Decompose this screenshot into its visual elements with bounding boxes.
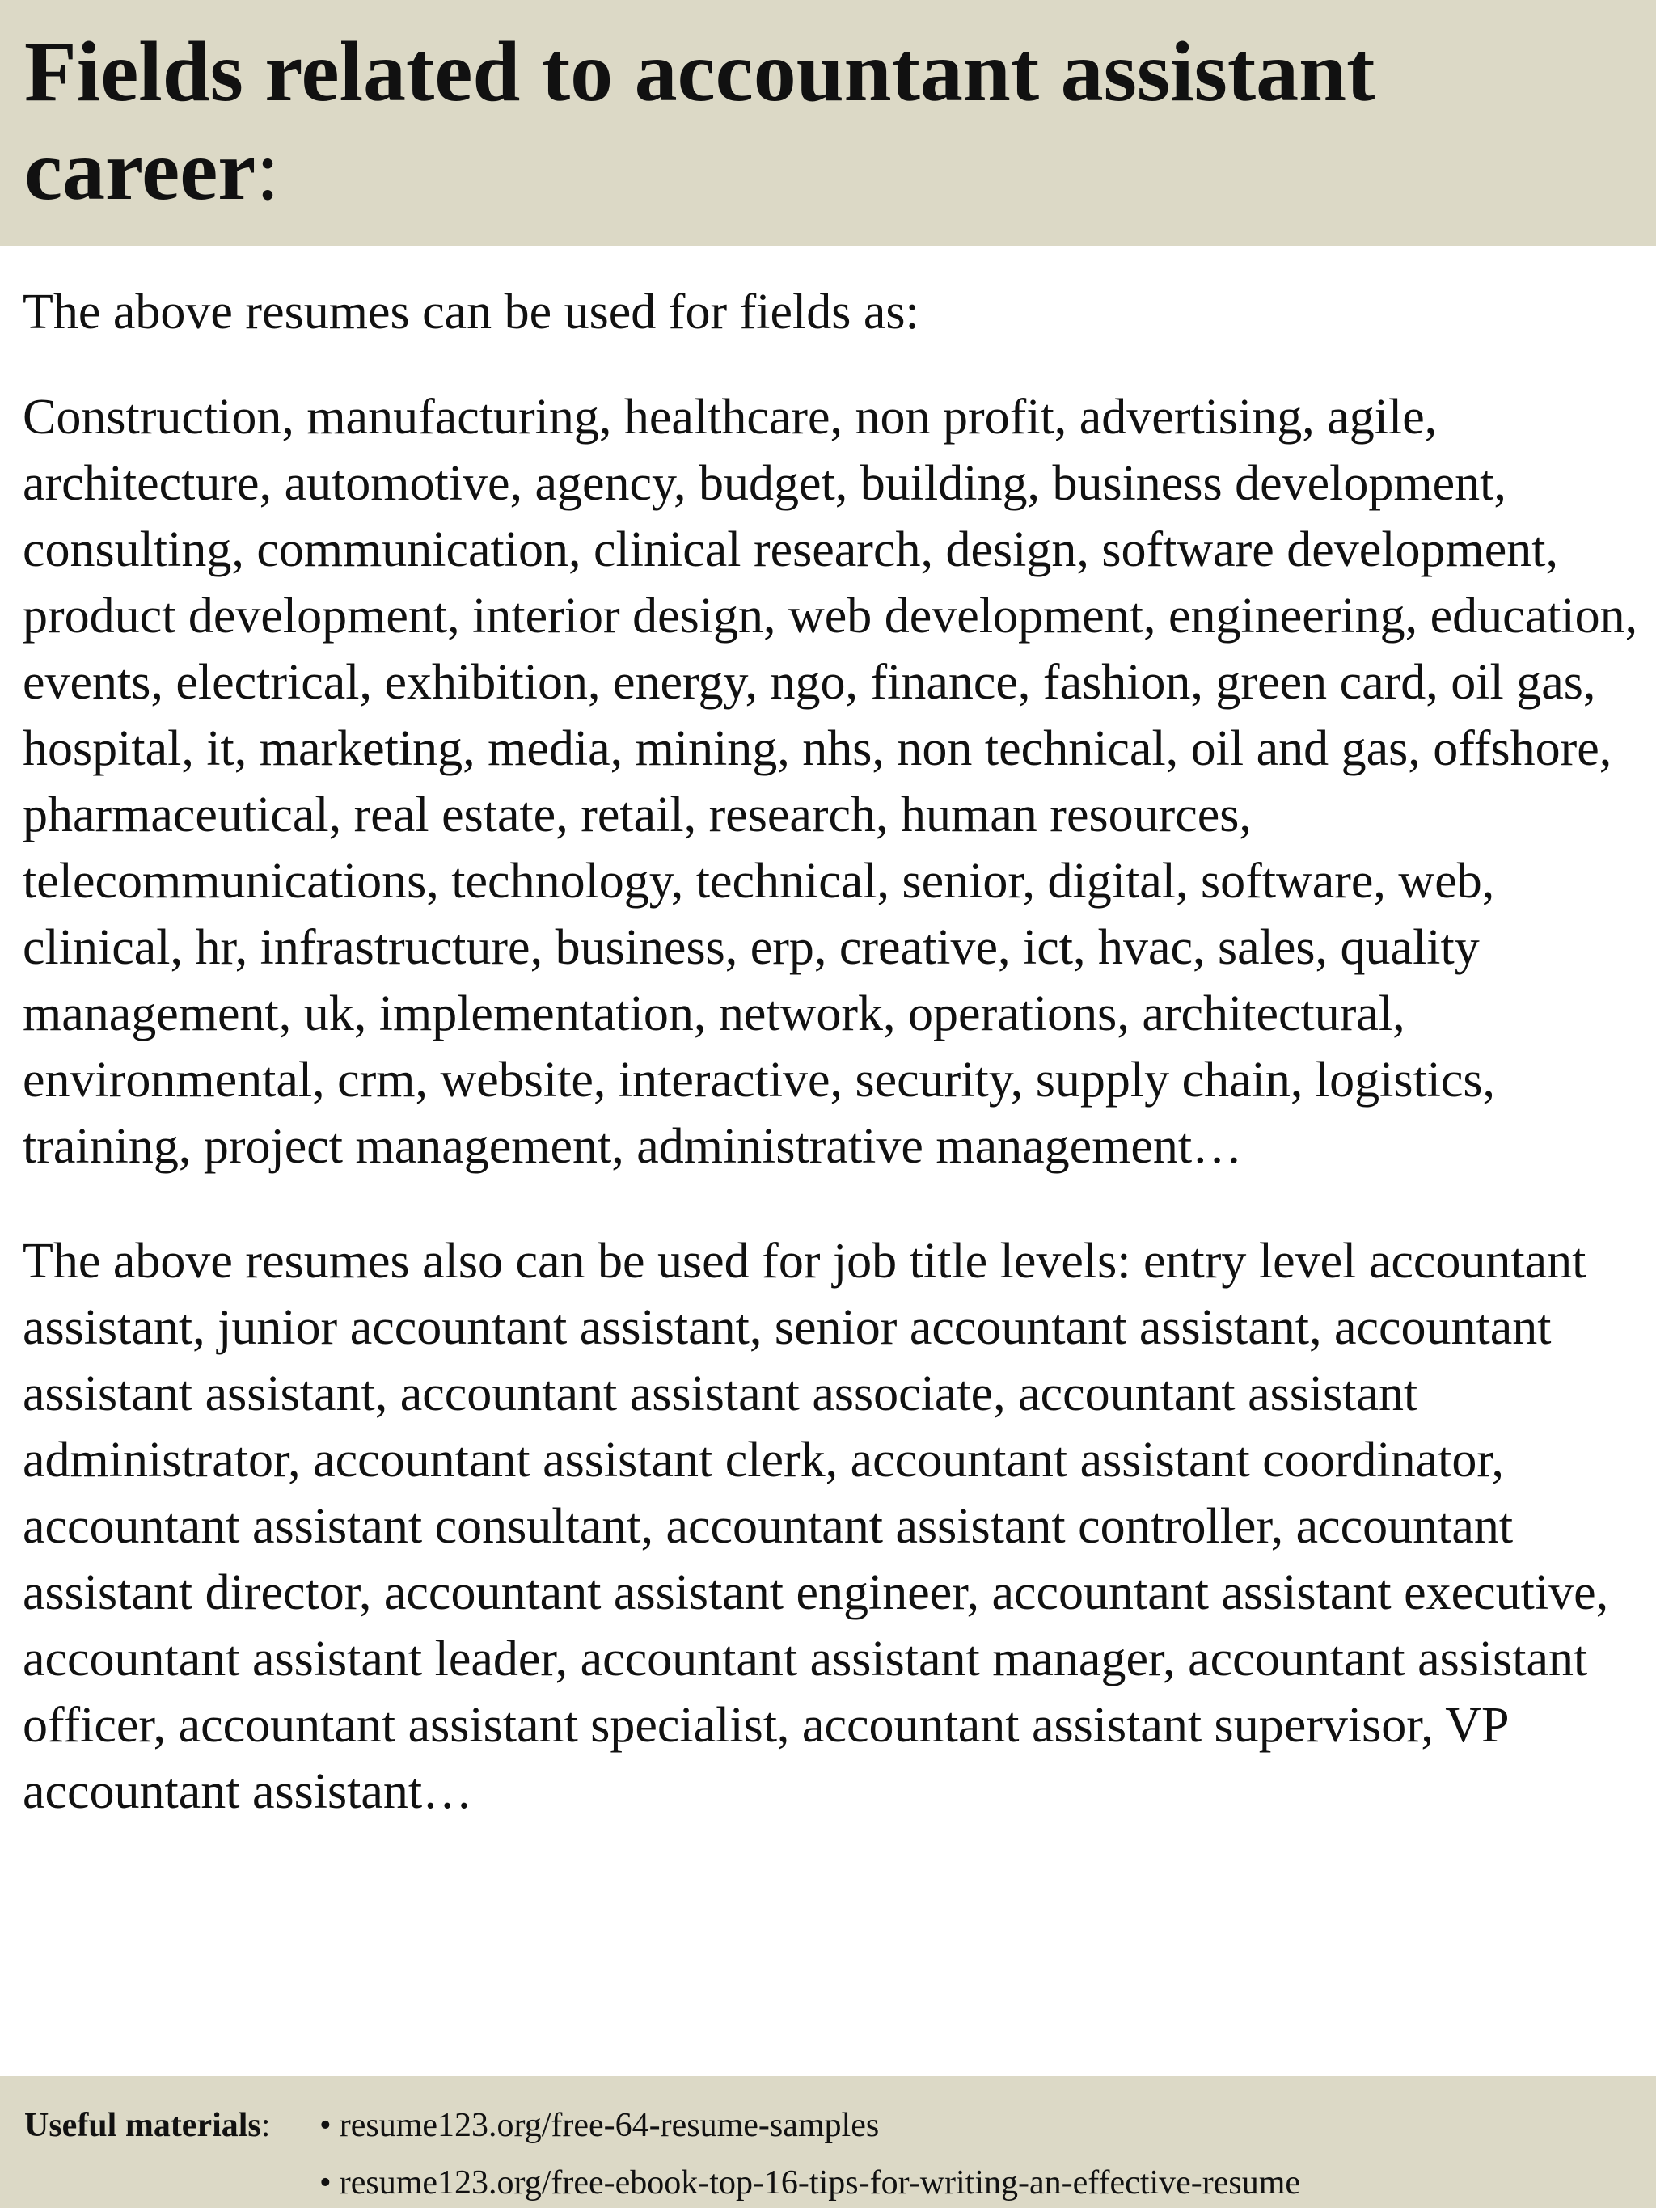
footer-indent	[24, 2155, 319, 2212]
fields-paragraph: Construction, manufacturing, healthcare, non profit, advertising, agile, architecture, automotive, agency, budget, building, business development, consulting, communication, clinical research, design, software development, product development, interior design, web development, engineering, education, events, electrical, exhibition, energy, ngo, finance, fashion, green card, oil gas, hospital, it, marketing, media, mining, nhs, non technical, oil and gas, offshore, pharmaceutical, real estate, retail, research, human resources, telecommunications, technology, technical, senior, digital, software, web, clinical, hr, infrastructure, business, erp, creative, ict, hvac, sales, quality management, uk, implementation, network, operations, architectural, environmental, crm, website, interactive, security, supply chain, logistics, training, project management, administrative management…	[23, 390, 1638, 1174]
useful-materials-row-2	[24, 2155, 1632, 2212]
bullet-icon: •	[319, 2107, 332, 2144]
page-title	[24, 23, 1632, 220]
intro-paragraph: The above resumes can be used for fields as:	[23, 285, 919, 340]
useful-materials-heading	[24, 2097, 319, 2155]
page-header	[0, 0, 1656, 246]
job-levels-paragraph: The above resumes also can be used for job title levels: entry level accountant assistant, junior accountant assistant, senior accountant assistant, accountant assistant assistant, accountant assistant associate, accountant assistant administrator, accountant assistant clerk, accountant assistant coordinator, accountant assistant consultant, accountant assistant controller, accountant assistant director, accountant assistant engineer, accountant assistant executive, accountant assistant leader, accountant assistant manager, accountant assistant officer, accountant assistant specialist, accountant assistant supervisor, VP accountant assistant…	[23, 1234, 1609, 1819]
bullet-icon: •	[319, 2164, 332, 2201]
page-title-text: Fields related to accountant assistant career	[24, 24, 1375, 217]
useful-materials-row-1	[24, 2097, 1632, 2155]
link-resume-samples[interactable]: resume123.org/free-64-resume-samples	[339, 2107, 880, 2144]
useful-materials-label: Useful materials	[24, 2107, 261, 2144]
useful-materials-footer	[0, 2076, 1656, 2208]
page-title-colon: :	[256, 123, 280, 217]
link-resume-ebook[interactable]: resume123.org/free-ebook-top-16-tips-for-writing-an-effective-resume	[339, 2164, 1301, 2201]
main-content	[23, 279, 1640, 1873]
useful-materials-colon: :	[260, 2107, 271, 2144]
